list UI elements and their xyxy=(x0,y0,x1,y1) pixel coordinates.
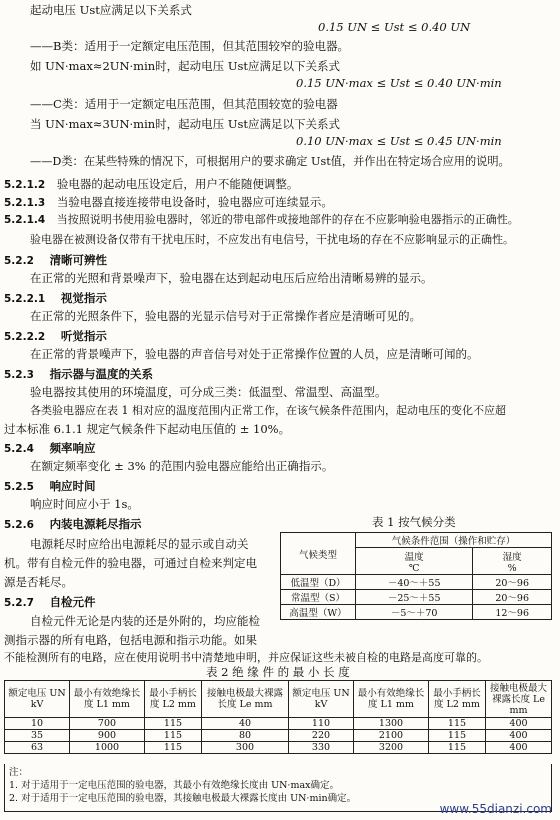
section-text: 当验电器直接连接带电设备时，验电器应可连续显示。 xyxy=(56,195,333,209)
table2-caption: 表 2 绝 缘 件 的 最 小 长 度 xyxy=(206,665,350,679)
text-line: 在正常的光照条件下，验电器的光显示信号对于正常操作者应是清晰可见的。 xyxy=(30,309,421,323)
table1-header-type: 气候类型 xyxy=(281,533,356,575)
section-text: 验电器的起动电压设定后，用户不能随便调整。 xyxy=(56,177,299,191)
section-5-2-1-2 xyxy=(4,176,298,193)
text-line: 验电器按其使用的环境温度，可分成三类：低温型、常温型、高温型。 xyxy=(30,385,387,399)
table-cell: 115 xyxy=(429,730,486,742)
section-number: 5.2.1.3 xyxy=(4,197,46,209)
temp-unit: ℃ xyxy=(408,562,420,574)
section-5-2-1-4 xyxy=(4,212,519,228)
header-l1: 最小有效绝缘长度 L1 mm xyxy=(70,681,145,718)
section-number: 5.2.2 xyxy=(4,255,34,267)
section-5-2-6 xyxy=(4,516,142,533)
table1-caption: 表 1 按气候分类 xyxy=(372,515,456,529)
table-cell: 300 xyxy=(202,742,289,754)
header-voltage: 额定电压 UN kV xyxy=(289,681,354,718)
section-5-2-1-3 xyxy=(4,194,333,211)
text-line: 在正常的背景噪声下，验电器的声音信号对处于正常操作位置的人员，应是清晰可闻的。 xyxy=(30,347,479,361)
table-cell: 常温型（S） xyxy=(281,590,356,605)
text-line: 机。带有自检元件的验电器，可通过自检来判定电 xyxy=(4,556,257,570)
section-number: 5.2.1.4 xyxy=(4,214,46,226)
table-cell: 115 xyxy=(429,718,486,730)
section-5-2-2-2 xyxy=(4,328,107,345)
table-cell: 1000 xyxy=(70,742,145,754)
section-heading: 自检元件 xyxy=(49,595,96,609)
table-row xyxy=(5,718,552,730)
note-item: 1. 对于适用于一定电压范围的验电器，其最小有效绝缘长度由 UN·max确定。 xyxy=(9,780,339,791)
section-heading: 指示器与温度的关系 xyxy=(49,367,154,381)
table-row xyxy=(281,605,552,620)
text-line: 过本标准 6.1.1 规定气候条件下起动电压值的 ± 10%。 xyxy=(4,422,291,436)
table-cell: 110 xyxy=(289,718,354,730)
table-cell: 220 xyxy=(289,730,354,742)
section-5-2-2 xyxy=(4,252,107,269)
section-number: 5.2.3 xyxy=(4,369,34,381)
section-5-2-2-1 xyxy=(4,290,107,307)
table1-header-temp xyxy=(356,548,473,575)
section-number: 5.2.2.1 xyxy=(4,293,46,305)
table-cell: 1300 xyxy=(354,718,429,730)
table-row xyxy=(281,575,552,590)
table-cell: 400 xyxy=(486,742,552,754)
text-line: 在额定频率变化 ± 3% 的范围内验电器应能给出正确指示。 xyxy=(30,459,334,473)
section-heading: 响应时间 xyxy=(49,479,96,493)
section-5-2-5 xyxy=(4,478,96,495)
header-le: 接触电极最大裸露长度 Le mm xyxy=(202,681,289,718)
text-line: 起动电压 Ust应满足以下关系式 xyxy=(30,3,192,17)
note-title: 注： xyxy=(9,767,29,778)
text-line: 当 UN·max≈3UN·min时，起动电压 Ust应满足以下关系式 xyxy=(30,117,341,131)
section-number: 5.2.6 xyxy=(4,519,34,531)
text-line: 在正常的光照和背景噪声下，验电器在达到起动电压后应给出清晰易辨的显示。 xyxy=(30,271,433,285)
section-number: 5.2.5 xyxy=(4,481,34,493)
table-cell: 400 xyxy=(486,718,552,730)
text-line: 电源耗尽时应给出电源耗尽的显示或自动关 xyxy=(30,537,249,551)
table-cell: 高温型（W） xyxy=(281,605,356,620)
table-cell: －5～＋70 xyxy=(356,605,473,620)
text-line: 源是否耗尽。 xyxy=(4,575,73,589)
section-number: 5.2.4 xyxy=(4,443,34,455)
section-5-2-4 xyxy=(4,440,96,457)
section-text: 当按照说明书使用验电器时，邻近的带电部件或接地部件的存在不应影响验电器指示的正确性。 xyxy=(56,213,519,226)
table-cell: －40～＋55 xyxy=(356,575,473,590)
climate-table xyxy=(280,532,552,620)
humidity-label: 湿度 xyxy=(502,551,522,563)
header-l2: 最小手柄长度 L2 mm xyxy=(429,681,486,718)
table-row xyxy=(281,590,552,605)
text-line: 自检元件无论是内装的还是外附的，均应能检 xyxy=(30,614,260,628)
table1-header-humidity xyxy=(473,548,552,575)
watermark: www.55dianzi.com xyxy=(439,802,552,816)
text-line: 响应时间应小于 1s。 xyxy=(30,497,139,511)
text-line: ——B类：适用于一定额定电压范围，但其范围较窄的验电器。 xyxy=(30,39,349,53)
table-cell: 400 xyxy=(486,730,552,742)
text-line: ——D类：在某些特殊的情况下，可根据用户的要求确定 Ust值，并作出在特定场合应用的说明。 xyxy=(30,155,510,168)
text-line: 如 UN·max≈2UN·min时，起动电压 Ust应满足以下关系式 xyxy=(30,59,341,73)
table-cell: 35 xyxy=(5,730,70,742)
section-heading: 视觉指示 xyxy=(60,291,107,305)
text-line: ——C类：适用于一定额定电压范围，但其范围较宽的验电器 xyxy=(30,97,338,111)
section-number: 5.2.7 xyxy=(4,597,34,609)
table-cell: 330 xyxy=(289,742,354,754)
insulation-length-table xyxy=(4,680,552,754)
table-cell: 115 xyxy=(145,742,202,754)
table-cell: 3200 xyxy=(354,742,429,754)
note-item: 2. 对于适用于一定电压范围的验电器，其接触电极最大裸露长度由 UN·min确定。 xyxy=(9,793,357,804)
formula: 0.15 UN ≤ Ust ≤ 0.40 UN xyxy=(318,20,471,34)
header-le: 接触电极最大裸露长度 Le mm xyxy=(486,681,552,718)
table-cell: 10 xyxy=(5,718,70,730)
section-number: 5.2.1.2 xyxy=(4,179,46,191)
text-line: 不能检测所有的电路，应在使用说明书中清楚地申明，并应保证这些未被自检的电路是高度可靠的。 xyxy=(4,651,488,664)
table1-header-range: 气候条件范围（操作和贮存） xyxy=(356,533,552,548)
table-row xyxy=(5,742,552,754)
table-cell: 2100 xyxy=(354,730,429,742)
table-cell: 115 xyxy=(145,730,202,742)
table-cell: 115 xyxy=(429,742,486,754)
formula: 0.10 UN·max ≤ Ust ≤ 0.45 UN·min xyxy=(296,134,502,148)
table-cell: －25～＋55 xyxy=(356,590,473,605)
table-cell: 700 xyxy=(70,718,145,730)
section-heading: 内装电源耗尽指示 xyxy=(49,517,142,531)
header-l2: 最小手柄长度 L2 mm xyxy=(145,681,202,718)
table-cell: 20～96 xyxy=(473,590,552,605)
table-cell: 115 xyxy=(145,718,202,730)
table-cell: 12～96 xyxy=(473,605,552,620)
formula: 0.15 UN·max ≤ Ust ≤ 0.40 UN·min xyxy=(296,76,502,90)
header-l1: 最小有效绝缘长度 L1 mm xyxy=(354,681,429,718)
table-cell: 900 xyxy=(70,730,145,742)
table-cell: 20～96 xyxy=(473,575,552,590)
text-line: 测指示器的所有电路，包括电源和指示功能。如果 xyxy=(4,633,257,647)
section-number: 5.2.2.2 xyxy=(4,331,46,343)
table-cell: 80 xyxy=(202,730,289,742)
text-line: 各类验电器应在表 1 相对应的温度范围内正常工作，在该气候条件范围内，起动电压的变化不应超 xyxy=(30,404,506,417)
table-cell: 63 xyxy=(5,742,70,754)
table-cell: 40 xyxy=(202,718,289,730)
table-cell: 低温型（D） xyxy=(281,575,356,590)
temp-label: 温度 xyxy=(404,551,424,563)
section-5-2-7 xyxy=(4,594,96,611)
section-heading: 频率响应 xyxy=(49,441,96,455)
section-heading: 听觉指示 xyxy=(60,329,107,343)
table-row xyxy=(5,730,552,742)
section-5-2-3 xyxy=(4,366,153,383)
humidity-unit: % xyxy=(507,562,517,574)
text-line: 验电器在被测设备仅带有干扰电压时，不应发出有电信号，干扰电场的存在不应影响显示的正确性。 xyxy=(30,233,514,246)
header-voltage: 额定电压 UN kV xyxy=(5,681,70,718)
section-heading: 清晰可辨性 xyxy=(49,253,108,267)
